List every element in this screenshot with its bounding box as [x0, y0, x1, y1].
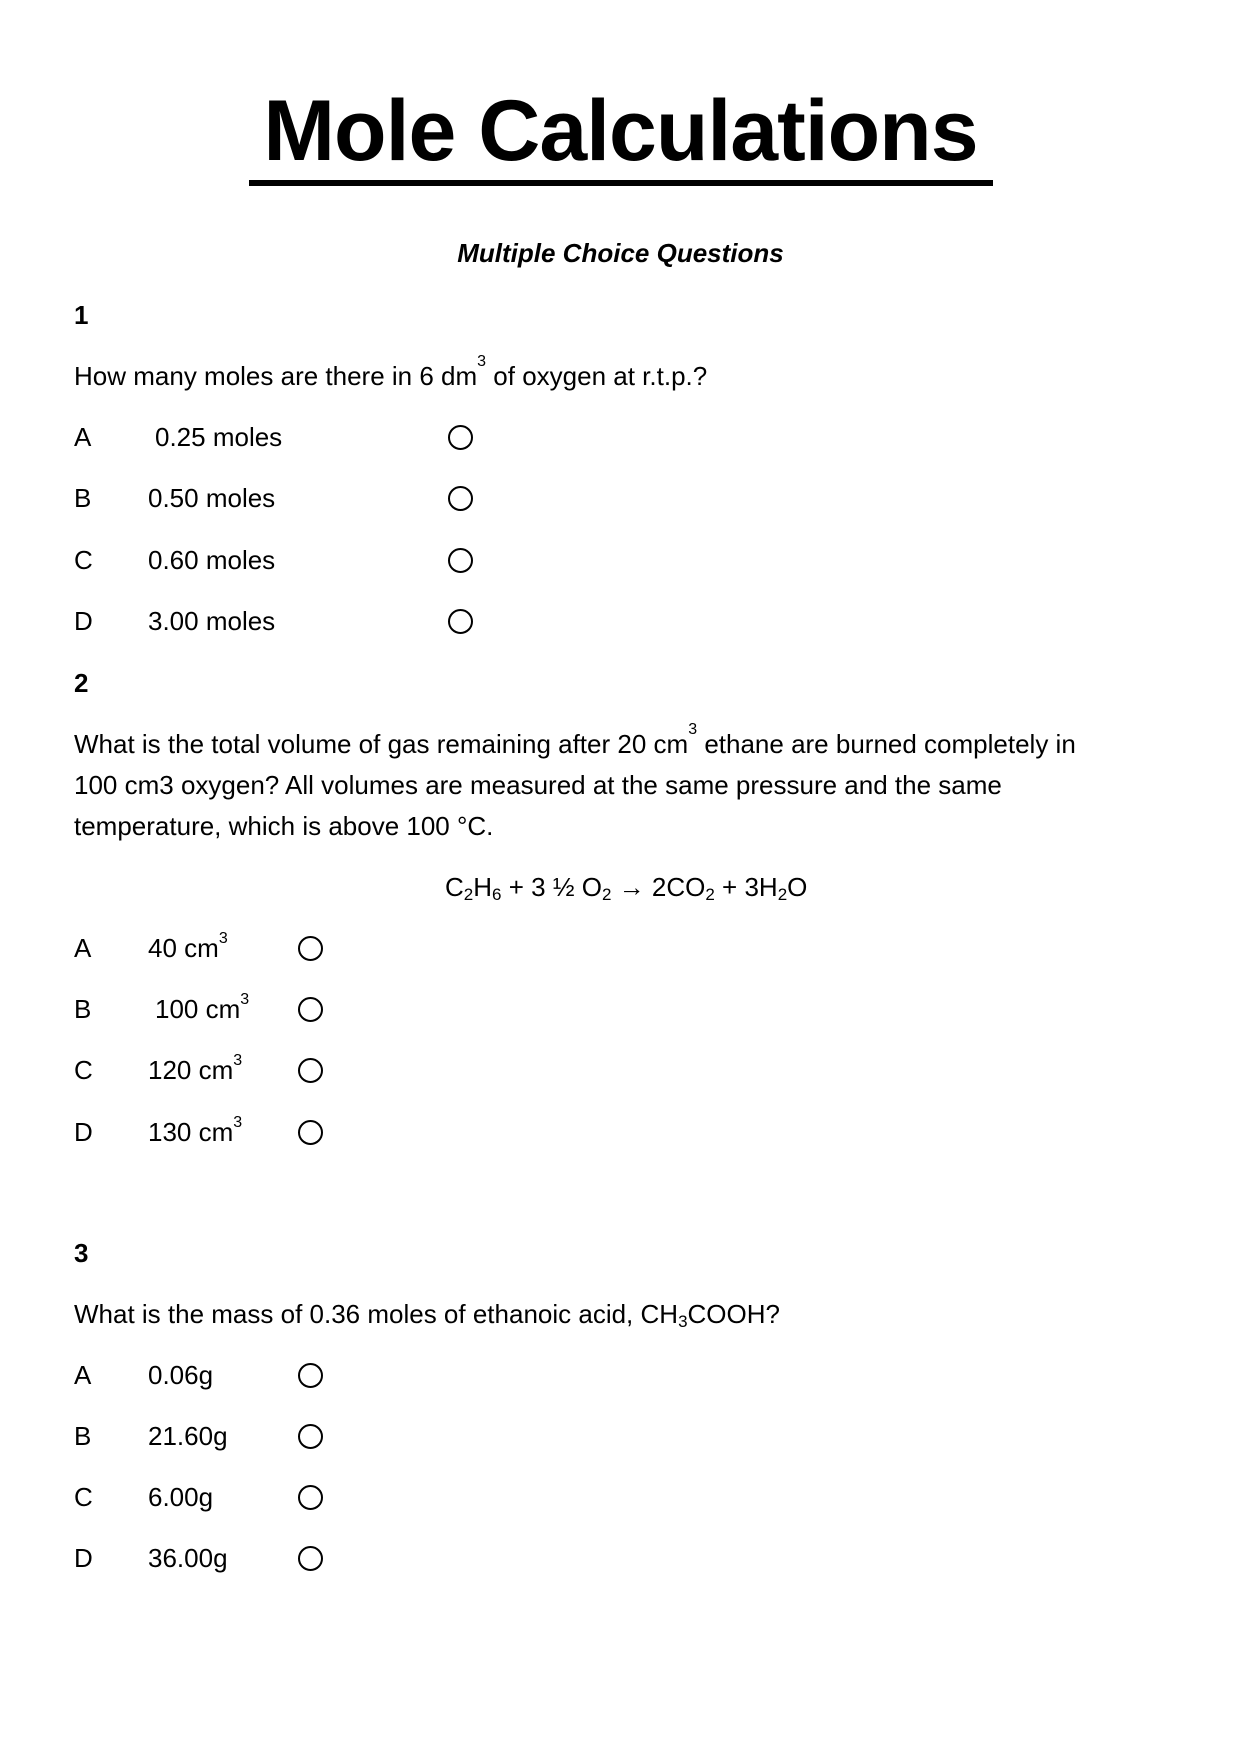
q1-option-a-radio[interactable]: [448, 425, 473, 450]
q1-option-c-radio[interactable]: [448, 548, 473, 573]
q2-option-a-text: 40 $cm^3$: [148, 930, 228, 963]
q2-option-d-letter: D: [74, 1117, 93, 1147]
q1-option-b-text: 0.50 moles: [148, 483, 276, 513]
q2-option-b-text: 100 $cm^3$: [155, 991, 250, 1024]
question-1-text: How many moles are there in 6 $dm^3$ of oxygen at r.t.p.?: [74, 353, 708, 391]
q1-option-d-letter: D: [74, 606, 93, 636]
q3-option-a-text: 0.06g: [148, 1360, 214, 1390]
page-title: Mole Calculations: [263, 83, 978, 179]
title-underline: [249, 180, 993, 186]
q2-option-b-radio[interactable]: [298, 997, 323, 1022]
q2-option-d-text: 130 $cm^3$: [148, 1114, 243, 1147]
q3-option-c-radio[interactable]: [298, 1485, 323, 1510]
q2-option-c-text: 120 $cm^3$: [148, 1052, 243, 1085]
q2-option-d-radio[interactable]: [298, 1120, 323, 1145]
question-3-number: 3: [74, 1238, 89, 1268]
arrow-icon: →: [611, 872, 652, 902]
q3-option-b-letter: B: [74, 1421, 92, 1451]
question-2-text-line-1: What is the total volume of gas remaining after 20 $cm^3$ ethane are burned completely in: [74, 721, 1076, 759]
q1-option-a-text: 0.25 moles: [155, 422, 283, 452]
q2-option-c-letter: C: [74, 1055, 93, 1085]
q3-option-c-text: 6.00g: [148, 1482, 214, 1512]
q1-option-c-letter: C: [74, 545, 93, 575]
q1-option-b-radio[interactable]: [448, 486, 473, 511]
question-2-number: 2: [74, 668, 89, 698]
q3-option-a-radio[interactable]: [298, 1363, 323, 1388]
question-1-number: 1: [74, 300, 89, 330]
q2-option-a-letter: A: [74, 933, 92, 963]
page-subtitle: Multiple Choice Questions: [457, 238, 784, 268]
question-2-text-line-3: temperature, which is above 100 °C.: [74, 811, 494, 841]
q3-option-d-letter: D: [74, 1543, 93, 1573]
q3-option-a-letter: A: [74, 1360, 92, 1390]
q1-option-d-text: 3.00 moles: [148, 606, 276, 636]
question-2-text-line-2: 100 cm3 oxygen? All volumes are measured at the same pressure and the same: [74, 770, 1002, 800]
q3-option-b-radio[interactable]: [298, 1424, 323, 1449]
q2-option-b-letter: B: [74, 994, 92, 1024]
q2-option-a-radio[interactable]: [298, 936, 323, 961]
q2-option-c-radio[interactable]: [298, 1058, 323, 1083]
combustion-equation: $C_2H_6 + 3$ ½ $O_2 \to 2CO_2 + 3H_2O$: [445, 872, 808, 904]
q3-option-d-radio[interactable]: [298, 1546, 323, 1571]
q3-option-b-text: 21.60g: [148, 1421, 228, 1451]
q3-option-d-text: 36.00g: [148, 1543, 228, 1573]
q1-option-d-radio[interactable]: [448, 609, 473, 634]
q1-option-b-letter: B: [74, 483, 92, 513]
question-3-text: What is the mass of 0.36 moles of ethanoic acid, $CH_3COOH$?: [74, 1299, 780, 1331]
q1-option-a-letter: A: [74, 422, 92, 452]
q1-option-c-text: 0.60 moles: [148, 545, 276, 575]
q3-option-c-letter: C: [74, 1482, 93, 1512]
